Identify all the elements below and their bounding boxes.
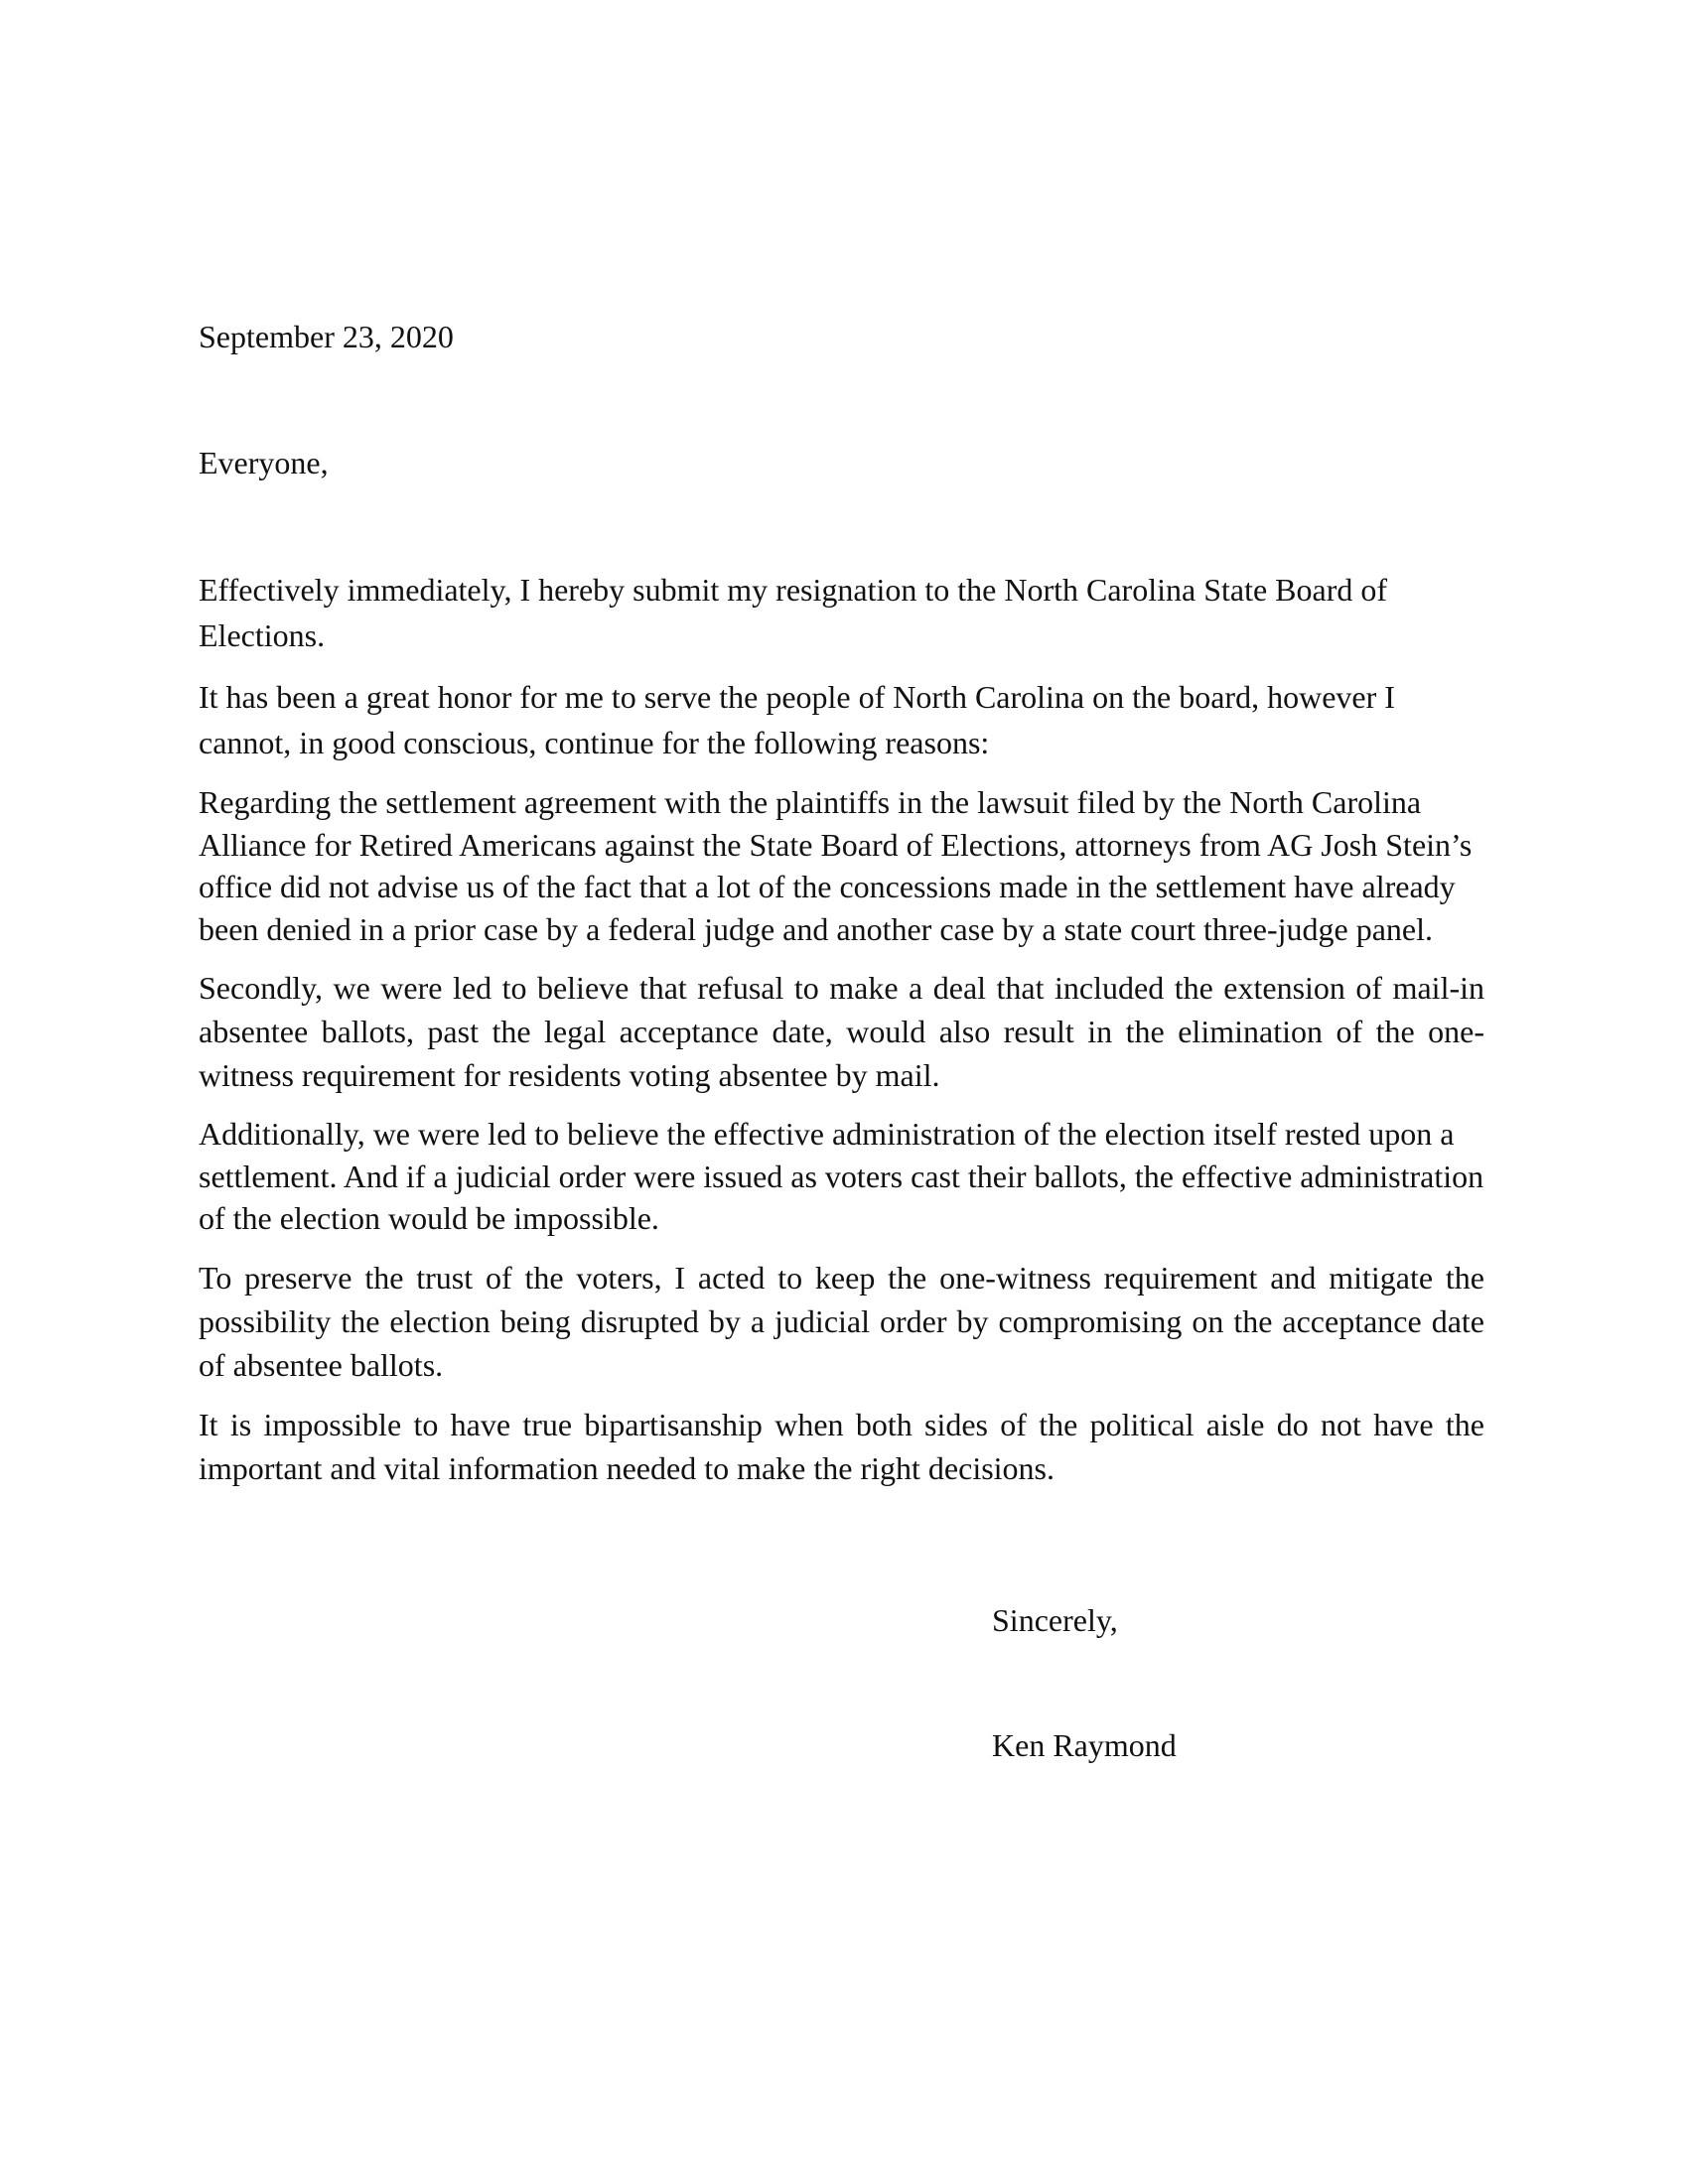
closing: Sincerely, [992, 1602, 1118, 1638]
paragraph-additionally: Additionally, we were led to believe the effective administration of the election itself rested upon a settlement. And if a judicial order were issued as voters cast their ballots, the effective administration of the election would be impossible. [199, 1116, 1484, 1236]
paragraph-resignation: Effectively immediately, I hereby submit my resignation to the North Carolina State Board of Elections. [199, 572, 1388, 653]
paragraph-secondly: Secondly, we were led to believe that refusal to make a deal that included the extension of mail-in absentee ballots, past the legal acceptance date, would also result in the elimination of the one-witness requirement for residents voting absentee by mail. [199, 970, 1484, 1093]
letter-body [199, 567, 1484, 1506]
paragraph-honor: It has been a great honor for me to serve the people of North Carolina on the board, however I cannot, in good conscious, continue for the following reasons: [199, 679, 1395, 760]
paragraph-preserve-trust: To preserve the trust of the voters, I acted to keep the one-witness requirement and mitigate the possibility the election being disrupted by a judicial order by compromising on the acceptance date of absentee ballots. [199, 1259, 1484, 1383]
paragraph-settlement: Regarding the settlement agreement with the plaintiffs in the lawsuit filed by the North Carolina Alliance for Retired Americans against the State Board of Elections, attorneys from AG Josh Stein’s office did not advise us of the fact that a lot of the concessions made in the settlement have already been denied in a prior case by a federal judge and another case by a state court three-judge panel. [199, 784, 1473, 947]
signature-name: Ken Raymond [992, 1727, 1177, 1763]
letter-date: September 23, 2020 [199, 319, 454, 354]
paragraph-bipartisanship: It is impossible to have true bipartisanship when both sides of the political aisle do not have the important and vital information needed to make the right decisions. [199, 1406, 1484, 1486]
salutation: Everyone, [199, 445, 329, 480]
